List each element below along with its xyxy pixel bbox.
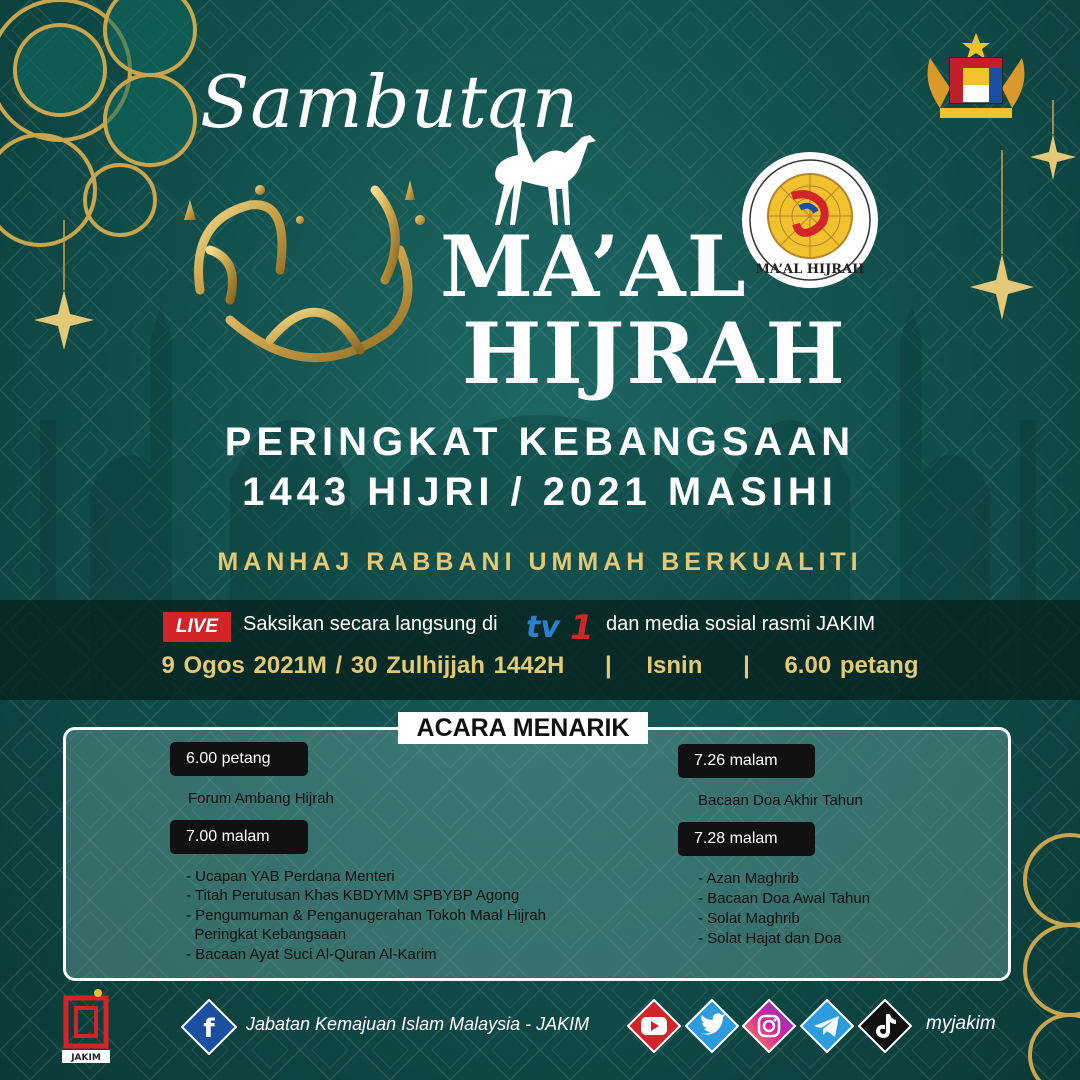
social-media-text: dan media sosial rasmi JAKIM [606,613,875,635]
event-item: Bacaan Doa Akhir Tahun [698,792,863,809]
hijrah-title: HIJRAH [462,304,847,403]
youtube-icon[interactable] [627,999,681,1053]
event-item: - Pengumuman & Penganugerahan Tokoh Maal Hijrah [186,907,546,924]
event-time-chip: 7.00 malam [170,820,308,854]
jakim-logo [62,988,110,1064]
maal-hijrah-logo-label: MA’AL HIJRAH [755,262,865,277]
hanging-star-right [970,150,1034,320]
separator: | [743,652,750,679]
organization-name: Jabatan Kemajuan Islam Malaysia - JAKIM [246,1014,590,1034]
theme-text: MANHAJ RABBANI UMMAH BERKUALITI [217,548,863,576]
sambutan-heading: Sambutan [200,60,580,144]
broadcast-schedule [0,652,1080,680]
arabic-calligraphy-emblem [170,160,450,400]
facebook-icon[interactable] [181,999,237,1055]
event-item: - Solat Maghrib [698,910,800,927]
jakim-logo-label: JAKIM [71,1053,101,1063]
event-item: - Titah Perutusan Khas KBDYMM SPBYBP Agong [186,887,520,904]
watch-text: Saksikan secara langsung di [243,613,498,635]
live-badge: LIVE [163,612,231,642]
camel-rider-icon [470,115,600,230]
event-time-chip: 7.28 malam [678,822,815,856]
event-time-chip: 7.26 malam [678,744,815,778]
svg-text:tv: tv [526,610,560,644]
event-item: - Bacaan Doa Awal Tahun [698,890,871,907]
maal-title: MA’AL [440,217,747,316]
twitter-icon[interactable] [685,999,739,1053]
instagram-icon[interactable] [742,999,796,1053]
tv1-logo [524,608,598,644]
event-item: - Solat Hajat dan Doa [698,930,842,947]
svg-text:1: 1 [570,608,594,644]
subtitle-level: PERINGKAT KEBANGSAAN [224,420,856,464]
event-time-chip: 6.00 petang [170,742,308,776]
event-item: - Azan Maghrib [698,870,799,887]
separator: | [604,652,612,679]
svg-text:f: f [203,1014,215,1044]
events-title: ACARA MENARIK [416,714,630,742]
subtitle-year: 1443 HIJRI / 2021 MASIHI [242,470,838,514]
event-item: - Bacaan Ayat Suci Al-Quran Al-Karim [186,946,437,963]
event-item: Forum Ambang Hijrah [188,790,334,807]
event-item: Peringkat Kebangsaan [186,926,347,943]
broadcast-day: Isnin [646,652,703,679]
telegram-icon[interactable] [800,999,854,1053]
event-item: - Ucapan YAB Perdana Menteri [186,868,395,885]
social-handle: myjakim [926,1013,996,1034]
broadcast-time: 6.00 petang [784,652,919,679]
coat-of-arms-emblem [910,28,1042,123]
tiktok-icon[interactable] [858,999,912,1053]
hanging-star-left [34,220,94,350]
broadcast-date: 9 Ogos 2021M / 30 Zulhijjah 1442H [161,652,565,679]
corner-pattern-bottom-right [1010,830,1080,1080]
